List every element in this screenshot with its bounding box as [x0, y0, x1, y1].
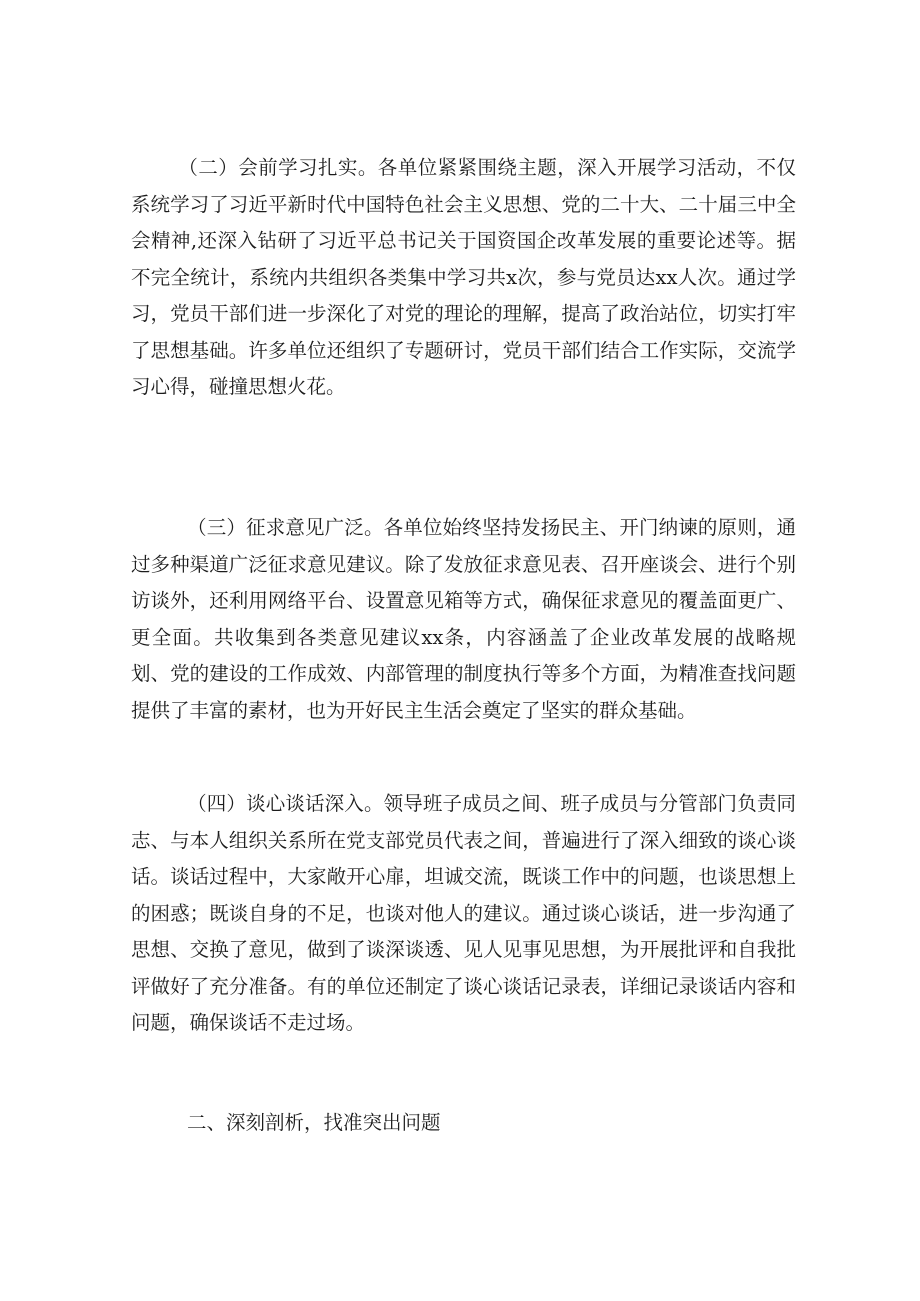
paragraph-solicit-opinions: [131, 510, 796, 729]
paragraph-text: （三）征求意见广泛。各单位始终坚持发扬民主、开门纳谏的原则，通过多种渠道广泛征求意见建议。除了发放征求意见表、召开座谈会、进行个别访谈外，还利用网络平台、设置意见箱等方式，确保征求意见的覆盖面更广、更全面。共收集到各类意见建议xx条，内容涵盖了企业改革发展的战略规划、党的建设的工作成效、内部管理的制度执行等多个方面，为精准查找问题提供了丰富的素材，也为开好民主生活会奠定了坚实的群众基础。: [131, 516, 796, 722]
paragraph-meeting-study: [131, 150, 796, 406]
paragraph-text: （四）谈心谈话深入。领导班子成员之间、班子成员与分管部门负责同志、与本人组织关系所在党支部党员代表之间，普遍进行了深入细致的谈心谈话。谈话过程中，大家敞开心扉，坦诚交流，既谈工作中的问题，也谈思想上的困惑；既谈自身的不足，也谈对他人的建议。通过谈心谈话，进一步沟通了思想、交换了意见，做到了谈深谈透、见人见事见思想，为开展批评和自我批评做好了充分准备。有的单位还制定了谈心谈话记录表，详细记录谈话内容和问题，确保谈话不走过场。: [131, 792, 796, 1034]
section-heading: 二、深刻剖析，找准突出问题: [187, 1111, 441, 1134]
paragraph-heart-talks: [131, 786, 796, 1042]
paragraph-text: （二）会前学习扎实。各单位紧紧围绕主题，深入开展学习活动，不仅系统学习了习近平新时代中国特色社会主义思想、党的二十大、二十届三中全会精神,还深入钻研了习近平总书记关于国资国企改革发展的重要论述等。据不完全统计，系统内共组织各类集中学习共x次，参与党员达xx人次。通过学习，党员干部们进一步深化了对党的理论的理解，提高了政治站位，切实打牢了思想基础。许多单位还组织了专题研讨，党员干部们结合工作实际，交流学习心得，碰撞思想火花。: [131, 156, 796, 398]
